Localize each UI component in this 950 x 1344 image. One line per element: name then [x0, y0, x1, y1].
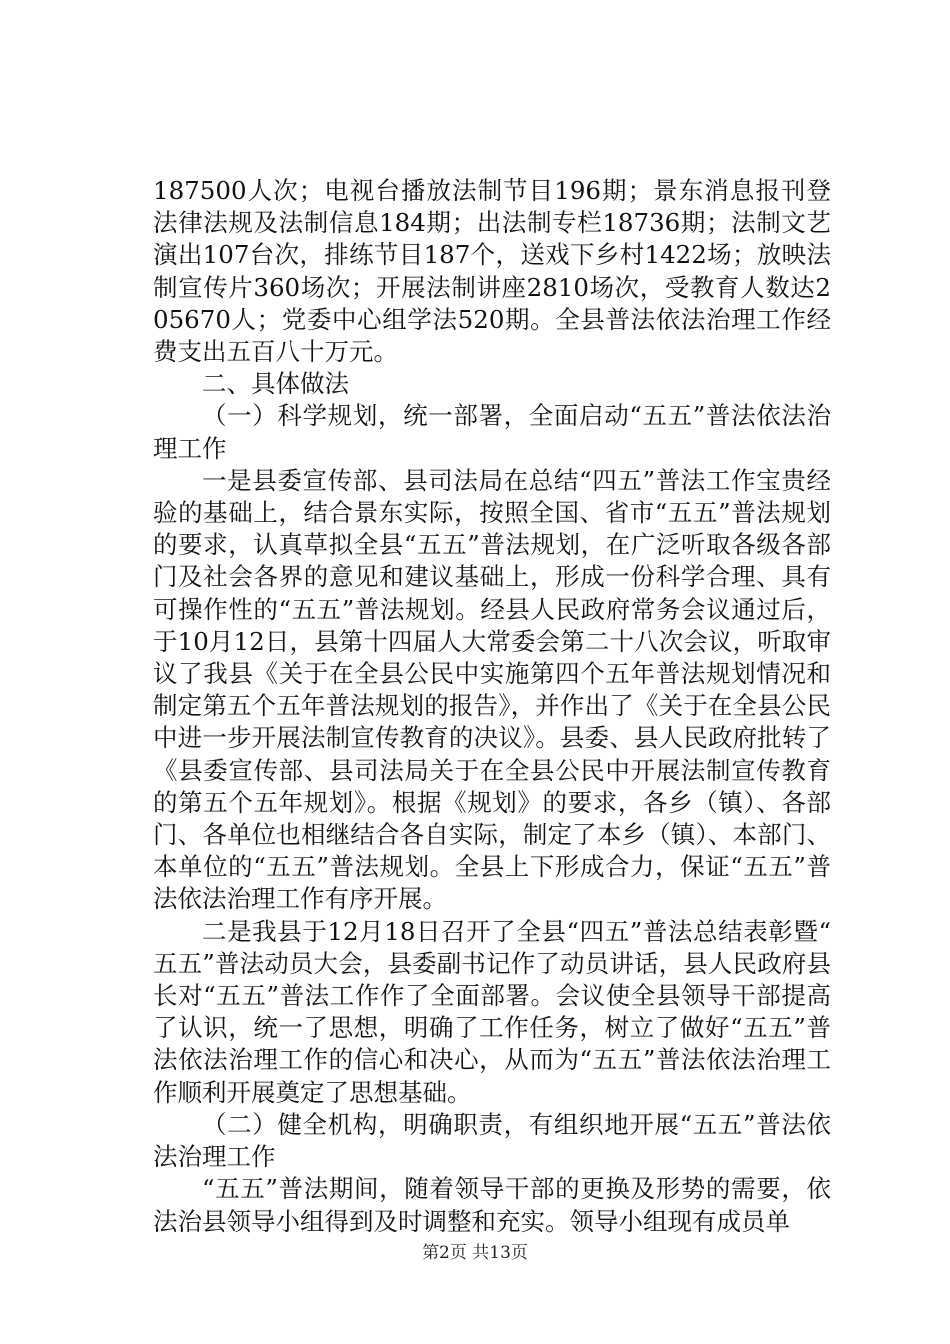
paragraph-point-one: 一是县委宣传部、县司法局在总结“四五”普法工作宝贵经验的基础上，结合景东实际，按照全国、省市“五五”普法规划的要求，认真草拟全县“五五”普法规划，在广泛听取各级各部门及社会各界的意见和建议基础上，形成一份科学合理、具有可操作性的“五五”普法规划。经县人民政府常务会议通过后，于10月12日，县第十四届人大常委会第二十八次会议，听取审议了我县《关于在全县公民中实施第四个五年普法规划情况和制定第五个五年普法规划的报告》，并作出了《关于在全县公民中进一步开展法制宣传教育的决议》。县委、县人民政府批转了《县委宣传部、县司法局关于在全县公民中开展法制宣传教育的第五个五年规划》。根据《规划》的要求，各乡（镇）、各部门、各单位也相继结合各自实际，制定了本乡（镇）、本部门、本单位的“五五”普法规划。全县上下形成合力，保证“五五”普法依法治理工作有序开展。 — [153, 465, 831, 914]
subsection-heading-organization: （二）健全机构，明确职责，有组织地开展“五五”普法依法治理工作 — [153, 1109, 831, 1172]
document-body — [153, 175, 831, 1238]
section-heading-methods: 二、具体做法 — [202, 369, 349, 399]
page-number-footer: 第2页 共13页 — [422, 1243, 528, 1263]
paragraph-statistics-continued: 187500人次；电视台播放法制节目196期；景东消息报刊登法律法规及法制信息184期；出法制专栏18736期；法制文艺演出107台次，排练节目187个，送戏下乡村1422场；放映法制宣传片360场次；开展法制讲座2810场次，受教育人数达205670人；党委中心组学法520期。全县普法依法治理工作经费支出五百八十万元。 — [153, 176, 831, 367]
subsection-heading-planning: （一）科学规划，统一部署，全面启动“五五”普法依法治理工作 — [153, 401, 831, 463]
paragraph-leadership-group: “五五”普法期间，随着领导干部的更换及形势的需要，依法治县领导小组得到及时调整和充实。领导小组现有成员单 — [153, 1174, 831, 1236]
paragraph-point-two: 二是我县于12月18日召开了全县“四五”普法总结表彰暨“五五”普法动员大会，县委副书记作了动员讲话，县人民政府县长对“五五”普法工作作了全面部署。会议使全县领导干部提高了认识，统一了思想，明确了工作任务，树立了做好“五五”普法依法治理工作的信心和决心，从而为“五五”普法依法治理工作顺利开展奠定了思想基础。 — [153, 916, 831, 1107]
